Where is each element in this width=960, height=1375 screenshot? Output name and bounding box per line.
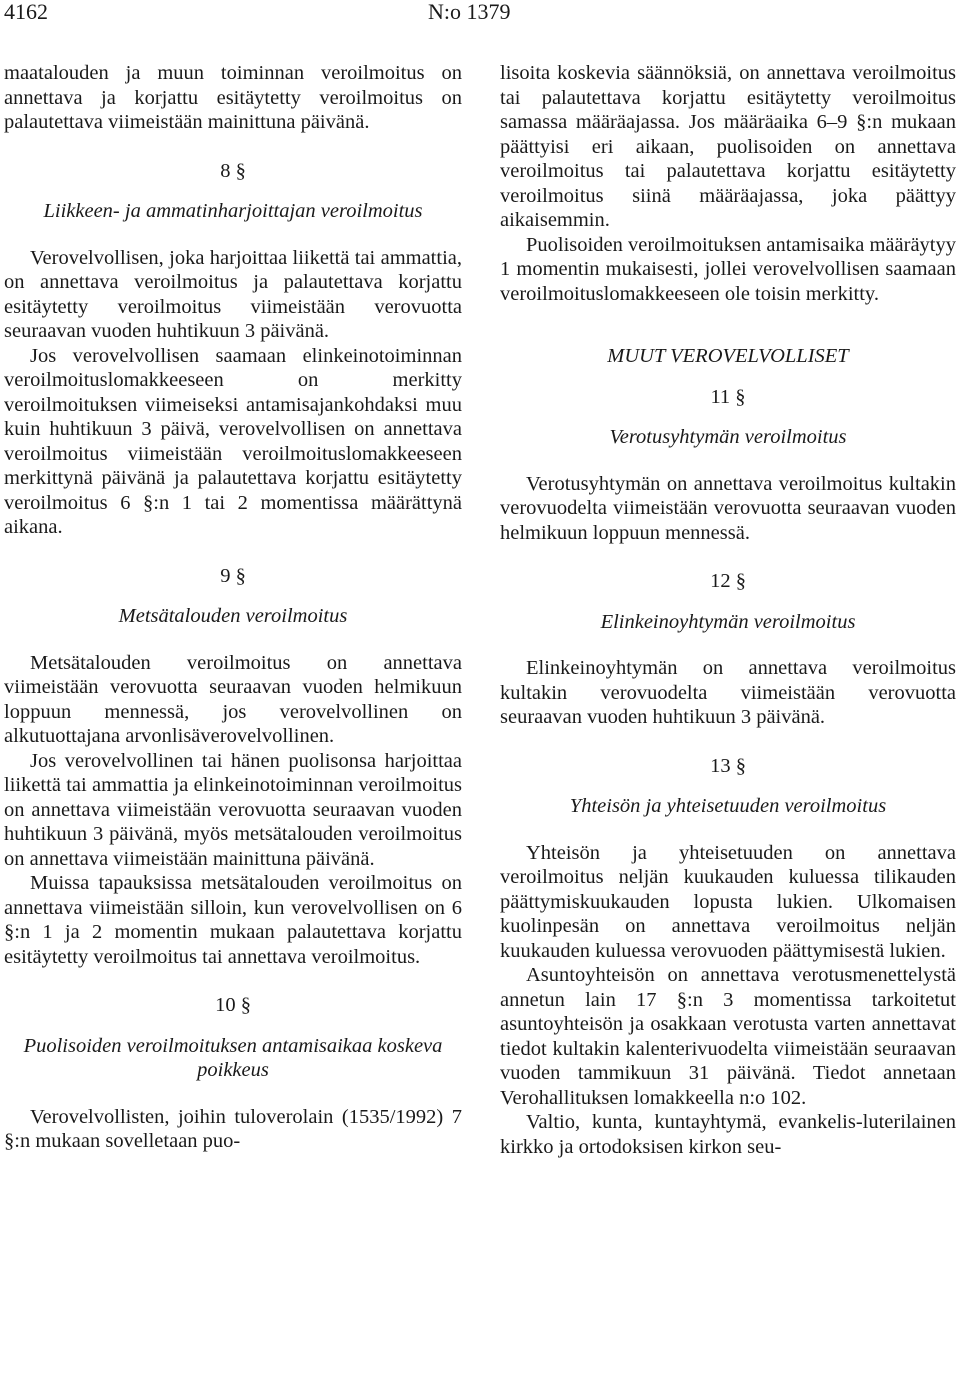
section-9-paragraph-1: Metsätalouden veroilmoitus on annettava viimeistään verovuotta seuraavan vuoden helmikuun loppuun mennessä, jos verovelvollinen on alkutuottajana arvonlisäverovelvollinen.: [4, 651, 462, 747]
document-number: N:o 1379: [428, 0, 511, 24]
intro-paragraph: maatalouden ja muun toiminnan veroilmoitus on annettava ja korjattu esitäytetty veroilmoitus on palautettava viimeistään mainittuna päivänä.: [4, 62, 462, 133]
section-9-paragraph-2: Jos verovelvollinen tai hänen puolisonsa harjoittaa liikettä tai ammattia ja elinkeinotoiminnan veroilmoitus on annettava viimeistään verovuotta seuraavan vuoden huhtikuun 3 päivänä, myös metsätalouden veroilmoitus on annettava viimeistään mainittuna päivänä.: [4, 749, 462, 870]
continued-paragraph: lisoita koskevia säännöksiä, on annettava veroilmoitus tai palautettava korjattu esitäytetty veroilmoitus samassa määräajassa. Jos määräaika 6–9 §:n mukaan päättyisi eri aikaan, puolisoiden on annettava veroilmoitus tai palautettava korjattu esitäytetty veroilmoitus siinä määräajassa, joka päättyy aikaisemmin.: [500, 62, 956, 231]
section-11-title: Verotusyhtymän veroilmoitus: [609, 426, 847, 448]
section-8-paragraph-1: Verovelvollisen, joka harjoittaa liikettä tai ammattia, on annettava veroilmoitus ja palautettava korjattu esitäytetty veroilmoitus viimeistään verovuotta seuraavan vuoden huhtikuun 3 päivänä.: [4, 246, 462, 342]
section-13-number: 13 §: [710, 754, 746, 777]
section-12-paragraph-1: Elinkeinoyhtymän on annettava veroilmoitus kultakin verovuodelta viimeistään verovuotta seuraavan vuoden huhtikuun 3 päivänä.: [500, 657, 956, 728]
section-10-paragraph-1: Verovelvollisten, joihin tuloverolain (1535/1992) 7 §:n mukaan sovelletaan puo-: [4, 1105, 462, 1152]
section-10-title: Puolisoiden veroilmoituksen antamisaikaa koskeva poikkeus: [23, 1034, 443, 1081]
continued-paragraph-2: Puolisoiden veroilmoituksen antamisaika määräytyy 1 momentin mukaisesti, jollei verovelvollisen saamaan veroilmoituslomakkeeseen ole toisin merkitty.: [500, 233, 956, 305]
section-13-paragraph-3: Valtio, kunta, kuntayhtymä, evankelis-luterilainen kirkko ja ortodoksisen kirkon seu-: [500, 1111, 956, 1158]
section-8-paragraph-2: Jos verovelvollisen saamaan elinkeinotoiminnan veroilmoituslomakkeeseen on merkitty veroilmoituksen viimeiseksi antamisajankohdaksi muu kuin huhtikuun 3 päivä, verovelvollisen on annettava veroilmoitus viimeistään veroilmoituslomakkeeseen merkittynä päivänä ja palautettava korjattu esitäytetty veroilmoitus 6 §:n 1 tai 2 momentissa määrättynä aikana.: [4, 344, 462, 538]
right-column: [500, 61, 956, 1159]
section-11-number: 11 §: [710, 385, 746, 408]
left-column: [4, 61, 462, 1154]
section-11-paragraph-1: Verotusyhtymän on annettava veroilmoitus kultakin verovuodelta viimeistään verovuotta seuraavan vuoden helmikuun loppuun mennessä.: [500, 472, 956, 544]
section-9-title: Metsätalouden veroilmoitus: [118, 605, 348, 627]
page-number: 4162: [4, 0, 48, 24]
section-13-paragraph-2: Asuntoyhteisön on annettava verotusmenettelystä annetun lain 17 §:n 3 momentissa tarkoitetut asuntoyhteisön ja osakkaan verotusta varten annettavat tiedot kultakin kalenterivuodelta viimeistään seuraavan vuoden tammikuun 31 päivänä. Tiedot annetaan Verohallituksen lomakkeella n:o 102.: [500, 964, 956, 1109]
section-8-title: Liikkeen- ja ammatinharjoittajan veroilmoitus: [43, 200, 423, 222]
chapter-title: MUUT VEROVELVOLLISET: [607, 345, 849, 367]
section-13-paragraph-1: Yhteisön ja yhteisetuuden on annettava veroilmoitus neljän kuukauden kuluessa tilikauden päättymiskuukauden lopusta lukien. Ulkomaisen kuolinpesän on annettava veroilmoitus neljän kuukauden kuluessa verovuoden päättymisestä lukien.: [500, 841, 956, 962]
section-9-paragraph-3: Muissa tapauksissa metsätalouden veroilmoitus on annettava viimeistään silloin, kun verovelvollisen on 6 §:n 1 ja 2 momentin mukaan palautettava korjattu esitäytetty veroilmoitus tai annettava veroilmoitus.: [4, 872, 462, 968]
section-9-number: 9 §: [220, 564, 246, 587]
section-12-title: Elinkeinoyhtymän veroilmoitus: [600, 610, 856, 633]
section-10-number: 10 §: [215, 994, 251, 1016]
section-13-title: Yhteisön ja yhteisetuuden veroilmoitus: [569, 795, 887, 817]
page-header: [0, 0, 960, 30]
section-8-number: 8 §: [220, 159, 246, 182]
section-12-number: 12 §: [710, 570, 746, 592]
